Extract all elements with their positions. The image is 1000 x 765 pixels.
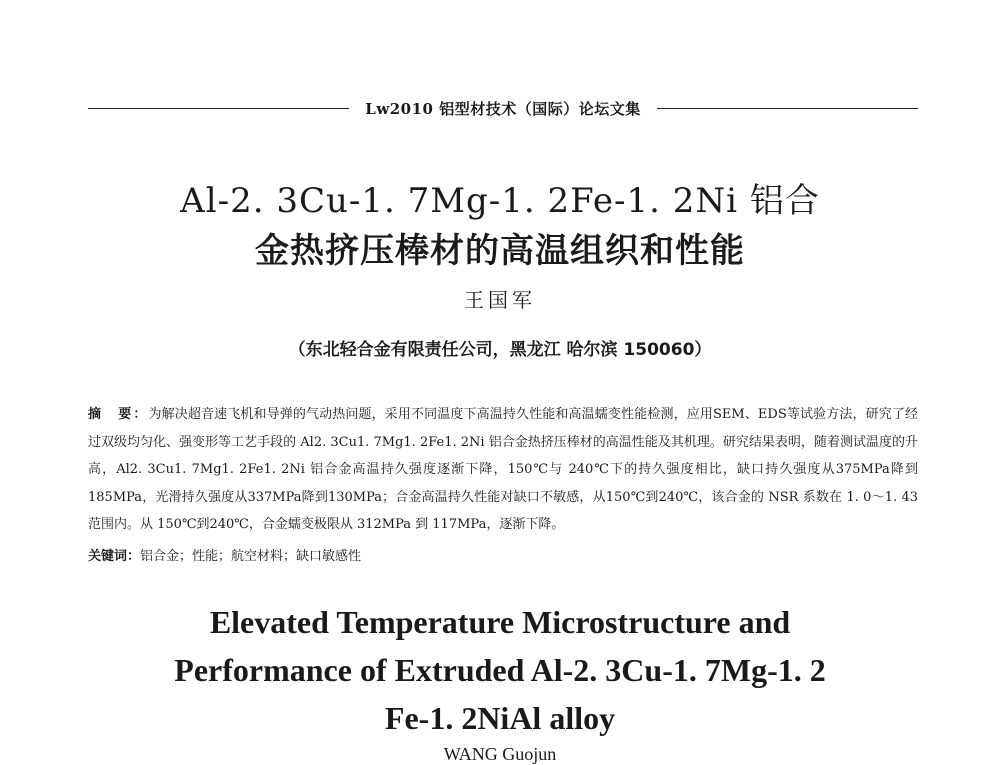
chinese-author: 王国军 bbox=[464, 288, 536, 312]
chinese-affiliation: （东北轻合金有限责任公司，黑龙江 哈尔滨 150060） bbox=[288, 340, 712, 360]
english-title-line-1: Elevated Temperature Microstructure and bbox=[209, 604, 791, 640]
chinese-title-line-1: Al-2. 3Cu-1. 7Mg-1. 2Fe-1. 2Ni 铝合 bbox=[180, 181, 820, 221]
keywords-text: 铝合金；性能；航空材料；缺口敏感性 bbox=[140, 549, 362, 564]
header-rule-left bbox=[88, 108, 349, 109]
english-title-line-3: Fe-1. 2NiAl alloy bbox=[384, 700, 616, 736]
abstract-label: 摘 要： bbox=[88, 407, 149, 422]
keywords bbox=[88, 543, 918, 570]
conference-name: Lw2010 铝型材技术（国际）论坛文集 bbox=[365, 99, 641, 118]
english-title bbox=[0, 598, 1000, 742]
abstract bbox=[88, 401, 918, 539]
english-author: WANG Guojun bbox=[443, 744, 557, 764]
keywords-label: 关键词： bbox=[88, 549, 141, 564]
page-header bbox=[88, 96, 918, 120]
english-title-line-2: Performance of Extruded Al-2. 3Cu-1. 7Mg-1. 2 bbox=[174, 652, 826, 688]
chinese-title bbox=[0, 176, 1000, 276]
chinese-title-line-2: 金热挤压棒材的高温组织和性能 bbox=[255, 231, 745, 271]
abstract-text: 为解决超音速飞机和导弹的气动热问题，采用不同温度下高温持久性能和高温蠕变性能检测，应用SEM、EDS等试验方法，研究了经过双级均匀化、强变形等工艺手段的 Al2. 3Cu1. 7Mg1. 2Fe1. 2Ni 铝合金热挤压棒材的高温性能及其机理。研究结果表明，随着测试温度的升高，Al2. 3Cu1. 7Mg1. 2Fe1. 2Ni 铝合金高温持久强度逐渐下降，150℃与 240℃下的持久强度相比，缺口持久强度从375MPa降到185MPa，光滑持久强度从337MPa降到130MPa；合金高温持久性能对缺口不敏感，从150℃到240℃，该合金的 NSR 系数在 1. 0～1. 43 范围内。从 150℃到240℃，合金蠕变极限从 312MPa 到 117MPa，逐渐下降。 bbox=[88, 407, 918, 532]
header-rule-right bbox=[657, 108, 918, 109]
